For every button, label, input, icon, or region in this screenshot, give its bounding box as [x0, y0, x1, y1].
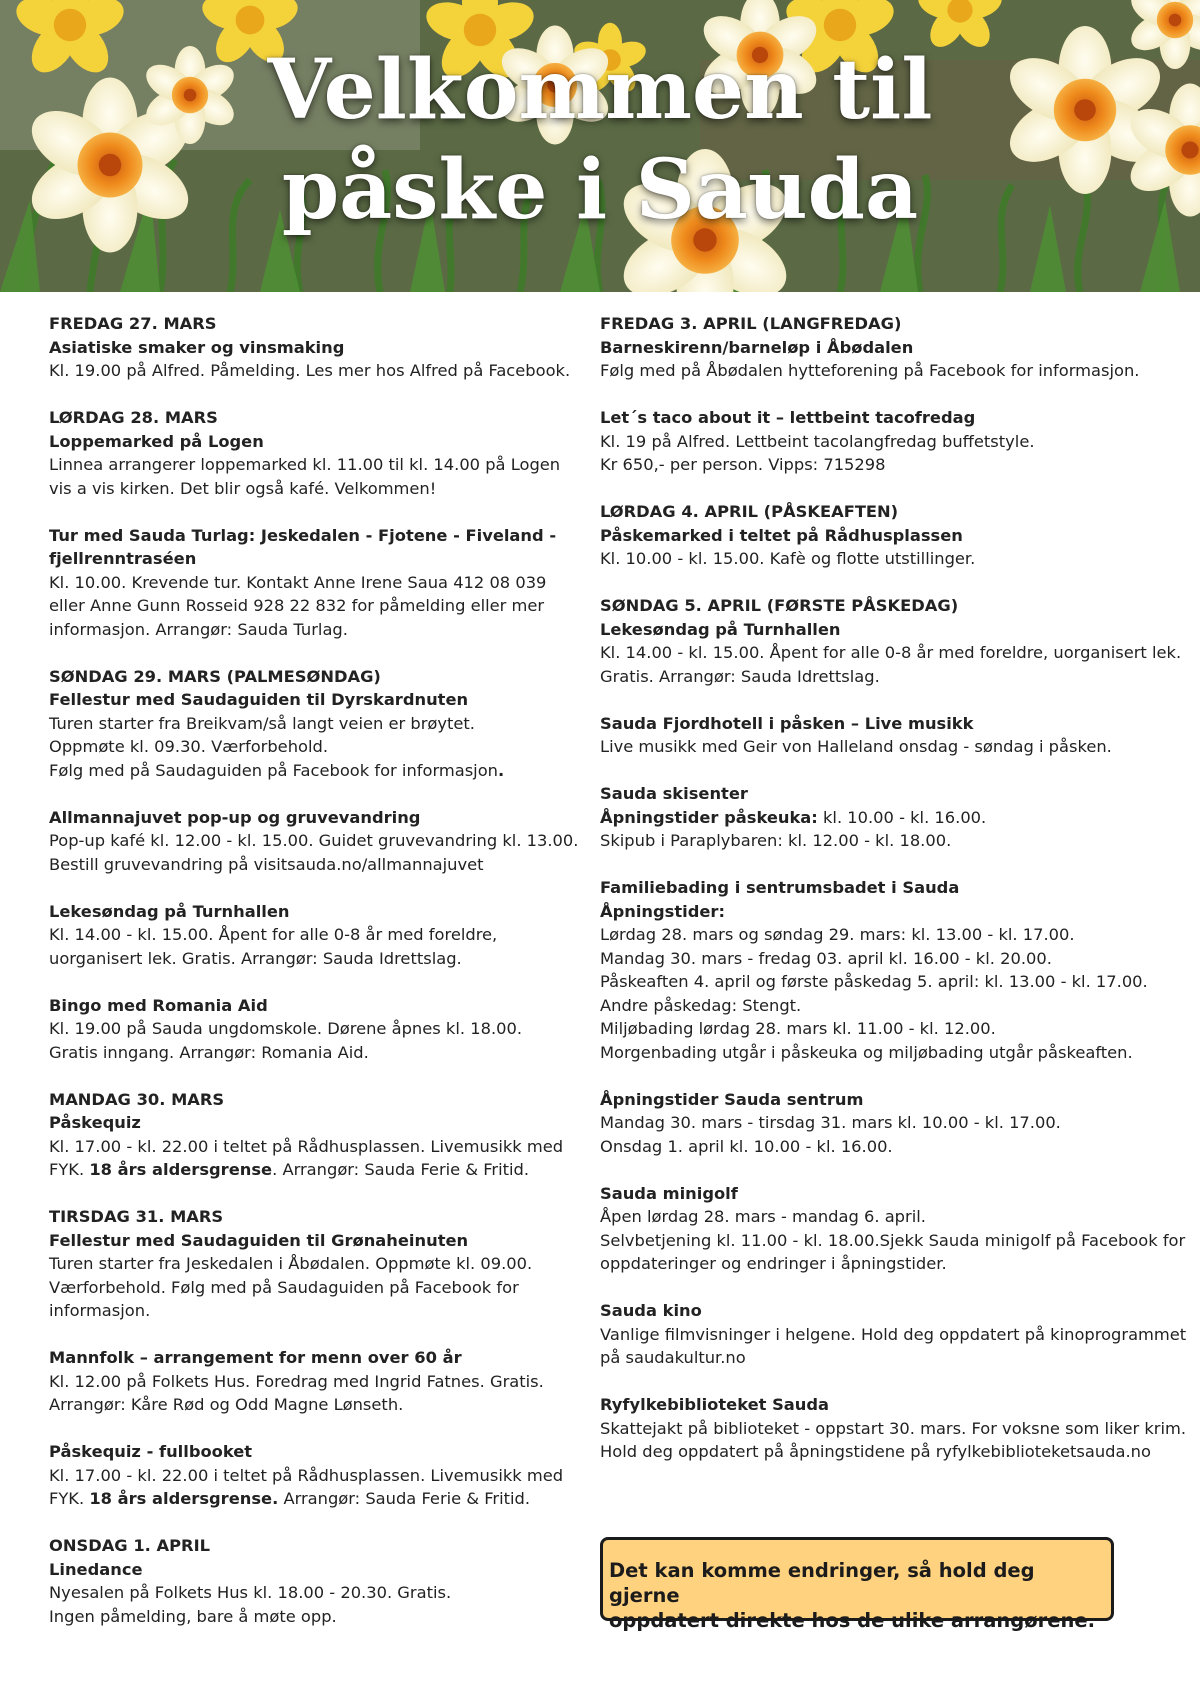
event-title: Bingo med Romania Aid: [49, 995, 268, 1015]
event-text: Lørdag 28. mars og søndag 29. mars: kl. 13.00 - kl. 17.00.: [600, 925, 1075, 944]
event-day: LØRDAG 4. APRIL (PÅSKEAFTEN): [600, 502, 899, 521]
event-day: LØRDAG 28. MARS: [49, 408, 218, 427]
event-text-part: kl. 10.00 - kl. 16.00.: [817, 807, 987, 827]
event-text: Onsdag 1. april kl. 10.00 - kl. 16.00.: [600, 1136, 893, 1156]
event-text: Arrangør: Kåre Rød og Odd Magne Lønseth.: [49, 1395, 404, 1414]
event-entry: [49, 1205, 579, 1323]
event-entry: [600, 876, 1192, 1064]
event-day: SØNDAG 5. APRIL (FØRSTE PÅSKEDAG): [600, 596, 959, 615]
event-text: eller Anne Gunn Rosseid 928 22 832 for påmelding eller mer: [49, 596, 545, 615]
event-text: Kr 650,- per person. Vipps: 715298: [600, 455, 886, 474]
event-title: fjellrenntraséen: [49, 549, 197, 568]
event-text: Miljøbading lørdag 28. mars kl. 11.00 - kl. 12.00.: [600, 1019, 996, 1038]
event-day: FREDAG 3. APRIL (LANGFREDAG): [600, 314, 902, 333]
event-title: Allmannajuvet pop-up og gruvevandring: [49, 807, 421, 827]
event-text: Pop-up kafé kl. 12.00 - kl. 15.00. Guidet gruvevandring kl. 13.00.: [49, 831, 579, 850]
event-text-part: Følg med på Saudaguiden på Facebook for informasjon: [49, 760, 498, 780]
event-entry: [49, 1534, 579, 1628]
event-text: Gratis. Arrangør: Sauda Idrettslag.: [600, 666, 880, 686]
event-day: TIRSDAG 31. MARS: [49, 1207, 224, 1226]
event-entry: [49, 994, 579, 1065]
event-text: Selvbetjening kl. 11.00 - kl. 18.00.Sjekk Sauda minigolf på Facebook for: [600, 1230, 1186, 1250]
event-entry: [49, 1440, 579, 1511]
event-title: Sauda skisenter: [600, 784, 748, 803]
event-entry: [600, 312, 1192, 383]
event-text: Kl. 12.00 på Folkets Hus. Foredrag med Ingrid Fatnes. Gratis.: [49, 1371, 544, 1391]
event-text: Følg med på Åbødalen hytteforening på Facebook for informasjon.: [600, 361, 1140, 380]
event-text: Turen starter fra Breikvam/så langt veien er brøytet.: [49, 713, 475, 733]
event-title: Fellestur med Saudaguiden til Dyrskardnuten: [49, 690, 469, 709]
event-title: Linedance: [49, 1559, 143, 1579]
event-title: Åpningstider Sauda sentrum: [600, 1089, 864, 1109]
event-title: Tur med Sauda Turlag: Jeskedalen - Fjotene - Fiveland -: [49, 525, 557, 545]
event-text: Mandag 30. mars - fredag 03. april kl. 16.00 - kl. 20.00.: [600, 948, 1052, 968]
event-entry: [49, 900, 579, 971]
event-text: Kl. 19.00 på Alfred. Påmelding. Les mer hos Alfred på Facebook.: [49, 361, 571, 380]
right-column: [600, 312, 1192, 1487]
left-column: [49, 312, 579, 1652]
event-entry: [49, 312, 579, 383]
event-text-part: FYK.: [49, 1489, 90, 1508]
event-text: Kl. 17.00 - kl. 22.00 i teltet på Rådhusplassen. Livemusikk med: [49, 1465, 564, 1485]
event-text: Værforbehold. Følg med på Saudaguiden på Facebook for: [49, 1277, 519, 1297]
event-entry: [600, 1299, 1192, 1370]
event-text-bold: 18 års aldersgrense.: [89, 1489, 279, 1508]
event-entry: [49, 806, 579, 877]
page-title: [0, 40, 1200, 240]
event-entry: [600, 712, 1192, 759]
event-text: Kl. 10.00. Krevende tur. Kontakt Anne Irene Saua 412 08 039: [49, 572, 547, 592]
title-line-2: påske i Sauda: [281, 142, 919, 238]
event-text: Turen starter fra Jeskedalen i Åbødalen. Oppmøte kl. 09.00.: [49, 1254, 533, 1273]
event-text: Andre påskedag: Stengt.: [600, 995, 802, 1015]
event-entry: [600, 782, 1192, 853]
event-entry: [49, 1346, 579, 1417]
event-text: informasjon.: [49, 1301, 151, 1320]
event-title: Let´s taco about it – lettbeint tacofredag: [600, 408, 976, 427]
event-text: Linnea arrangerer loppemarked kl. 11.00 til kl. 14.00 på Logen: [49, 455, 561, 474]
event-text: på saudakultur.no: [600, 1348, 746, 1367]
event-title: Sauda kino: [600, 1301, 702, 1320]
event-title: Påskemarked i teltet på Rådhusplassen: [600, 525, 963, 545]
event-text-part: FYK.: [49, 1160, 90, 1179]
event-entry: [49, 406, 579, 500]
event-title: Lekesøndag på Turnhallen: [49, 901, 290, 921]
event-title: Påskequiz - fullbooket: [49, 1442, 253, 1461]
event-text: Påskeaften 4. april og første påskedag 5. april: kl. 13.00 - kl. 17.00.: [600, 972, 1148, 991]
event-title: Påskequiz: [49, 1113, 141, 1132]
event-entry: [49, 1088, 579, 1182]
event-text: oppdateringer og endringer i åpningstider.: [600, 1254, 947, 1273]
event-text: Kl. 14.00 - kl. 15.00. Åpent for alle 0-8 år med foreldre,: [49, 925, 498, 944]
hero-banner: [0, 0, 1200, 292]
event-day: FREDAG 27. MARS: [49, 314, 217, 333]
event-title: Fellestur med Saudaguiden til Grønaheinuten: [49, 1230, 469, 1250]
event-text: [49, 759, 579, 783]
event-text: vis a vis kirken. Det blir også kafé. Velkommen!: [49, 478, 437, 498]
event-subtitle: Åpningstider:: [600, 901, 725, 921]
event-text: Skattejakt på biblioteket - oppstart 30. mars. For voksne som liker krim.: [600, 1418, 1187, 1438]
event-text: Gratis inngang. Arrangør: Romania Aid.: [49, 1042, 369, 1062]
event-title: Barneskirenn/barneløp i Åbødalen: [600, 337, 914, 357]
event-text: Kl. 19 på Alfred. Lettbeint tacolangfredag buffetstyle.: [600, 431, 1035, 451]
event-entry: [600, 594, 1192, 688]
event-text: [49, 1158, 579, 1182]
event-text: [49, 1487, 579, 1511]
event-text: uorganisert lek. Gratis. Arrangør: Sauda Idrettslag.: [49, 948, 462, 968]
event-text-bold: 18 års aldersgrense: [89, 1160, 273, 1179]
event-entry: [600, 1182, 1192, 1276]
event-text: Kl. 14.00 - kl. 15.00. Åpent for alle 0-8 år med foreldre, uorganisert lek.: [600, 643, 1182, 662]
event-text-bold: Åpningstider påskeuka:: [600, 807, 818, 827]
event-text: Bestill gruvevandring på visitsauda.no/allmannajuvet: [49, 854, 484, 874]
event-text: Åpen lørdag 28. mars - mandag 6. april.: [600, 1207, 926, 1226]
event-title: Familiebading i sentrumsbadet i Sauda: [600, 878, 960, 897]
event-title: Loppemarked på Logen: [49, 431, 264, 451]
event-text: Hold deg oppdatert på åpningstidene på ryfylkebiblioteketsauda.no: [600, 1442, 1151, 1461]
event-text: Mandag 30. mars - tirsdag 31. mars kl. 10.00 - kl. 17.00.: [600, 1113, 1061, 1132]
event-text: Oppmøte kl. 09.30. Værforbehold.: [49, 737, 329, 756]
title-line-1: Velkommen til: [267, 42, 933, 138]
event-text: Kl. 19.00 på Sauda ungdomskole. Dørene åpnes kl. 18.00.: [49, 1019, 523, 1038]
event-text-bold: .: [498, 760, 505, 780]
event-entry: [49, 665, 579, 783]
event-text: Skipub i Paraplybaren: kl. 12.00 - kl. 18.00.: [600, 831, 952, 850]
event-title: Ryfylkebiblioteket Sauda: [600, 1395, 830, 1414]
event-day: ONSDAG 1. APRIL: [49, 1536, 211, 1555]
event-text: Live musikk med Geir von Halleland onsdag - søndag i påsken.: [600, 737, 1112, 756]
event-entry: [600, 1393, 1192, 1464]
event-title: Sauda Fjordhotell i påsken – Live musikk: [600, 713, 974, 733]
event-entry: [600, 500, 1192, 571]
event-text: Morgenbading utgår i påskeuka og miljøbading utgår påskeaften.: [600, 1042, 1133, 1062]
event-day: SØNDAG 29. MARS (PALMESØNDAG): [49, 666, 381, 686]
event-entry: [600, 406, 1192, 477]
event-text: Kl. 10.00 - kl. 15.00. Kafè og flotte utstillinger.: [600, 549, 976, 568]
event-entry: [49, 524, 579, 642]
event-entry: [600, 1088, 1192, 1159]
event-text: Nyesalen på Folkets Hus kl. 18.00 - 20.30. Gratis.: [49, 1583, 452, 1602]
event-title: Sauda minigolf: [600, 1183, 738, 1203]
event-text: Ingen påmelding, bare å møte opp.: [49, 1606, 337, 1626]
event-text: Vanlige filmvisninger i helgene. Hold deg oppdatert på kinoprogrammet: [600, 1324, 1187, 1344]
notice-line-2: oppdatert direkte hos de ulike arrangørene.: [609, 1609, 1095, 1632]
event-text: [600, 806, 1192, 830]
event-title: Mannfolk – arrangement for menn over 60 år: [49, 1348, 462, 1367]
event-day: MANDAG 30. MARS: [49, 1089, 225, 1109]
notice-box: [600, 1537, 1114, 1632]
notice-line-1: Det kan komme endringer, så hold deg gjerne: [609, 1559, 1035, 1607]
event-title: Asiatiske smaker og vinsmaking: [49, 337, 345, 357]
event-text-part: Arrangør: Sauda Ferie & Fritid.: [278, 1489, 531, 1508]
event-text: informasjon. Arrangør: Sauda Turlag.: [49, 619, 348, 639]
event-text-part: . Arrangør: Sauda Ferie & Fritid.: [272, 1160, 530, 1179]
event-text: Kl. 17.00 - kl. 22.00 i teltet på Rådhusplassen. Livemusikk med: [49, 1136, 564, 1156]
event-title: Lekesøndag på Turnhallen: [600, 619, 841, 639]
